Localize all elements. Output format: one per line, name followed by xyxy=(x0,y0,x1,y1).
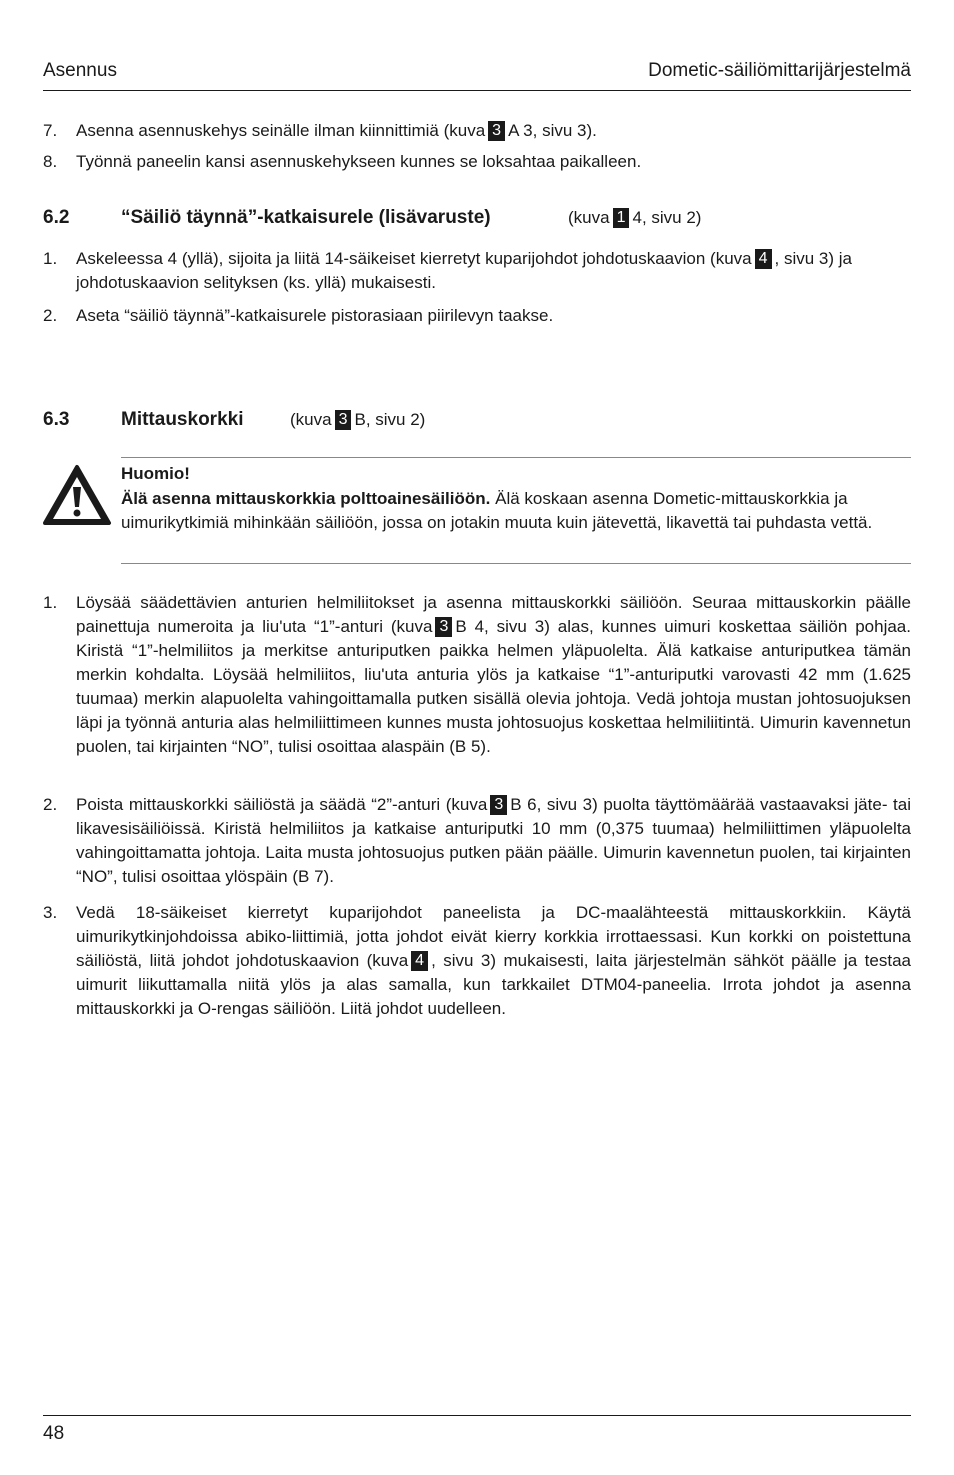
header-document-title: Dometic-säiliömittarijärjestelmä xyxy=(648,60,911,81)
figure-box: 3 xyxy=(488,121,505,141)
figure-reference xyxy=(290,410,425,430)
item-number: 8. xyxy=(43,152,58,171)
footer-rule xyxy=(43,1415,911,1416)
list-item xyxy=(43,793,911,889)
ref-text: (kuva xyxy=(568,208,610,227)
section-number: 6.3 xyxy=(43,409,70,430)
figure-box: 3 xyxy=(435,617,452,637)
figure-box: 1 xyxy=(613,208,630,228)
figure-box: 3 xyxy=(490,795,507,815)
header-rule xyxy=(43,90,911,91)
page-number: 48 xyxy=(43,1423,65,1444)
header-section-title: Asennus xyxy=(43,60,117,81)
item-text: B 6, sivu 3) puolta täyttömäärää vastaavaksi jäte- tai likavesisäiliöissä. Kiristä helmiliitos ja katkaise anturiputki 10 mm (0,375 tuumaa) helmiliittimen yläpuolelta vahingoittamatta johtoja. Laita musta johtosuojus putken pään päälle. Uimurin kavennetun puolen, tai kirjainten “NO”, tulisi osoittaa ylöspäin (B 7). xyxy=(76,795,911,886)
item-number: 7. xyxy=(43,121,58,140)
list-item xyxy=(43,247,911,295)
section-title: “Säiliö täynnä”-katkaisurele (lisävaruste) xyxy=(121,207,491,228)
item-text: Poista mittauskorkki säiliöstä ja säädä “2”-anturi (kuva xyxy=(76,795,488,814)
warning-bold-text: Älä asenna mittauskorkkia polttoainesäiliöön. xyxy=(121,488,491,508)
item-text: Asenna asennuskehys seinälle ilman kiinnittimiä (kuva xyxy=(76,121,486,140)
item-text: Löysää säädettävien anturien helmiliitokset ja asenna mittauskorkki säiliöön. Seuraa mittauskorkin päälle painettuja numeroita ja liu'uta “1”-anturi (kuva xyxy=(76,593,911,636)
list-item xyxy=(43,304,911,328)
list-item xyxy=(43,119,911,143)
item-text: , sivu 3) ja johdotuskaavion selityksen (ks. yllä) mukaisesti. xyxy=(76,249,852,292)
list-item xyxy=(43,150,911,174)
figure-box: 3 xyxy=(335,410,352,430)
item-number: 2. xyxy=(43,306,58,325)
item-text: , sivu 3) mukaisesti, laita järjestelmän sähköt päälle ja testaa uimurit liikuttamalla niitä ylös ja alas samalla, kun tarkkailet DTM04-paneelia. Irrota johdot ja asenna mittauskorkki ja O-rengas säiliöön. Liitä johdot uudelleen. xyxy=(76,951,911,1018)
section-title: Mittauskorkki xyxy=(121,409,244,430)
warning-bottom-rule xyxy=(121,563,911,564)
item-text: A 3, sivu 3). xyxy=(508,121,597,140)
warning-body: Älä koskaan asenna Dometic-mittauskorkkia ja uimurikytkimiä mihinkään säiliöön, jossa on jotakin muuta kuin jätevettä, likavettä tai puhdasta vettä. xyxy=(121,488,873,532)
item-number: 1. xyxy=(43,593,58,612)
section-number: 6.2 xyxy=(43,207,70,228)
ref-text: (kuva xyxy=(290,410,332,429)
warning-text xyxy=(121,462,911,536)
item-text: Vedä 18-säikeiset kierretyt kuparijohdot paneelista ja DC-maalähteestä mittauskorkkiin. Käytä uimurikytkinjohdoissa abiko-liittimiä, jotta johdot eivät kierry korkkia irrottaessasi. Kun korkki on poistettuna säiliöstä, liitä johdot johdotuskaavion (kuva xyxy=(76,903,911,970)
figure-reference xyxy=(568,208,701,228)
item-text: Aseta “säiliö täynnä”-katkaisurele pistorasiaan piirilevyn taakse. xyxy=(76,306,554,325)
figure-box: 4 xyxy=(755,249,772,269)
item-number: 2. xyxy=(43,795,58,814)
item-number: 1. xyxy=(43,249,58,268)
item-number: 3. xyxy=(43,903,58,922)
list-item xyxy=(43,901,911,1021)
warning-top-rule xyxy=(121,457,911,458)
ref-text: 4, sivu 2) xyxy=(632,208,702,227)
item-text: Askeleessa 4 (yllä), sijoita ja liitä 14-säikeiset kierretyt kuparijohdot johdotuskaavion (kuva xyxy=(76,249,752,268)
list-item xyxy=(43,591,911,759)
figure-box: 4 xyxy=(411,951,428,971)
warning-triangle-icon xyxy=(42,463,112,527)
ref-text: B, sivu 2) xyxy=(354,410,426,429)
warning-heading: Huomio! xyxy=(121,464,190,483)
item-text: B 4, sivu 3) alas, kunnes uimuri koskettaa säiliön pohjaa. Kiristä “1”-helmiliitos ja merkitse anturiputken paikka helmen yläpuolelta. Älä katkaise anturiputkea tämän merkin kohdalta. Löysää helmiliitos, liu'uta anturia ylös ja katkaise “1”-anturiputki varovasti 42 mm (1.625 tuumaa) merkin alapuolelta vahingoittamalla putken sisällä olevia johtoja. Vedä johtoja mustan johtosuojuksen läpi ja työnnä anturia alas helmiliittimeen kunnes musta johtosuojus koskettaa helmiliitintä. Uimurin kavennetun puolen, tai kirjainten “NO”, tulisi osoittaa alaspäin (B 5). xyxy=(76,617,911,756)
item-text: Työnnä paneelin kansi asennuskehykseen kunnes se loksahtaa paikalleen. xyxy=(76,152,642,171)
